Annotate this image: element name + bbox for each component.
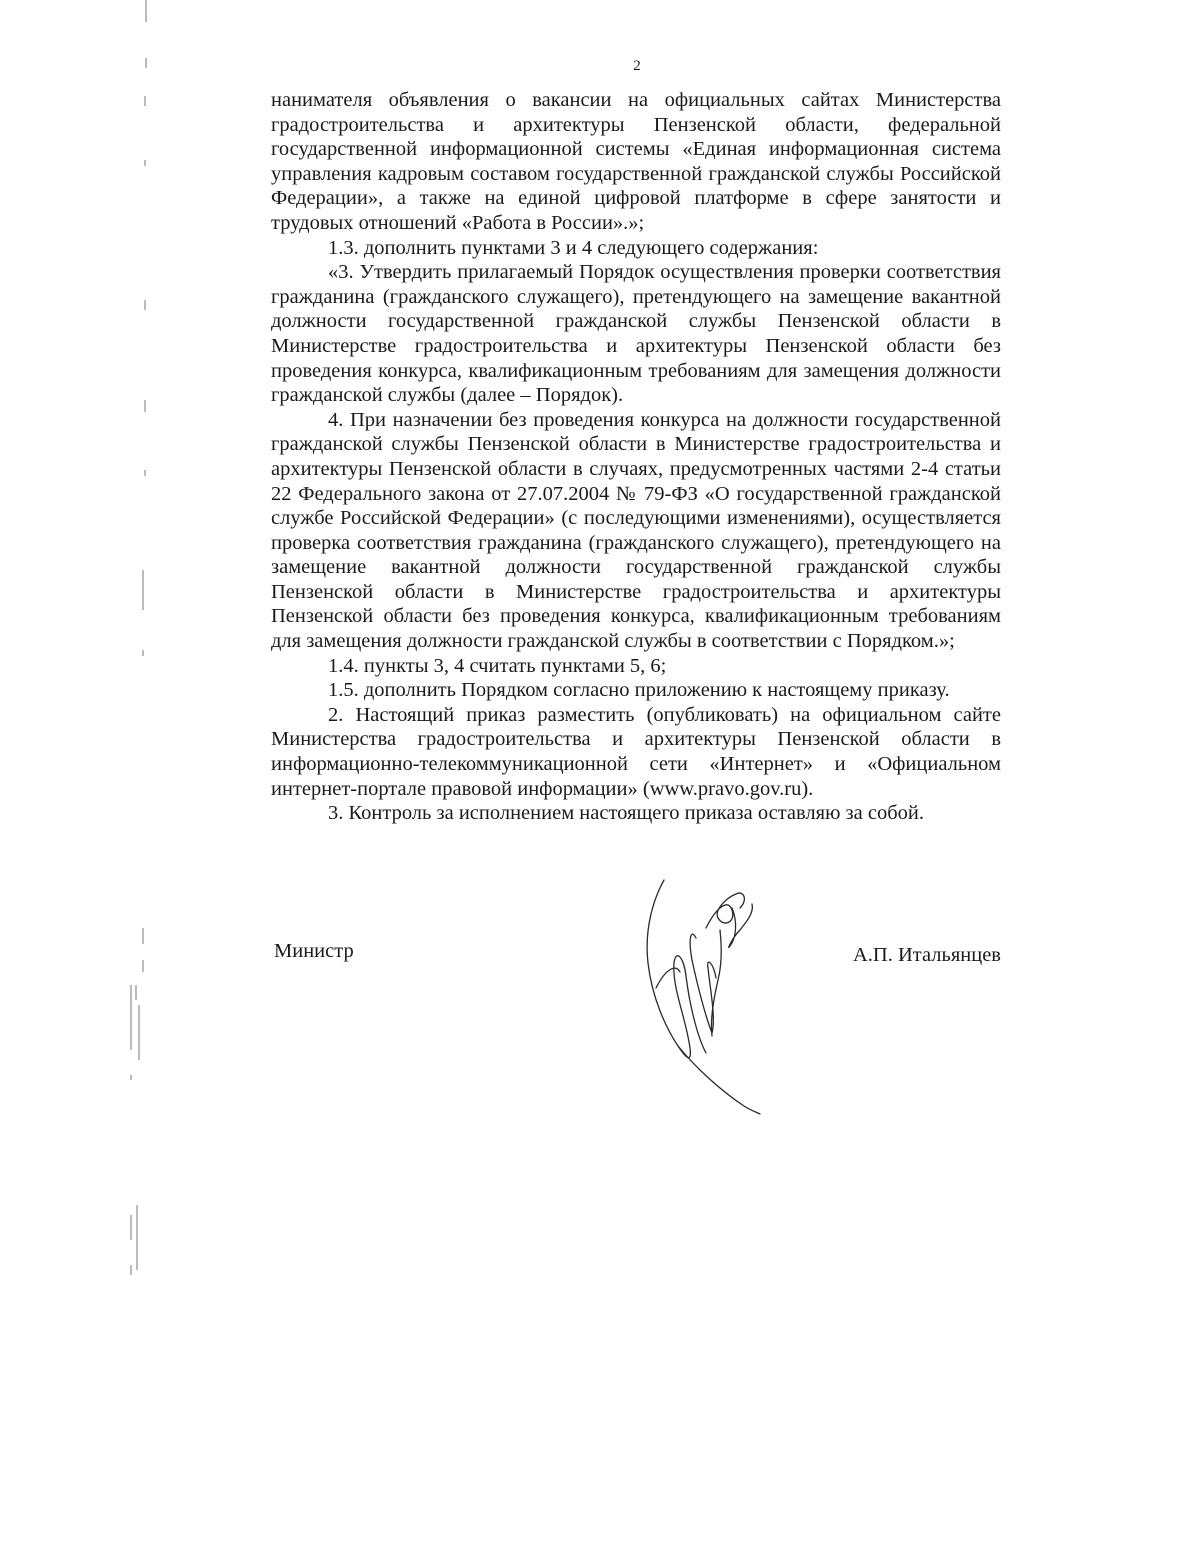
paragraph-item-1-4: 1.4. пункты 3, 4 считать пунктами 5, 6;	[328, 654, 667, 677]
document-body	[271, 88, 1001, 826]
paragraph-item-3: 3. Контроль за исполнением настоящего приказа оставляю за собой.	[328, 802, 924, 825]
paragraph-item-1-3: 1.3. дополнить пунктами 3 и 4 следующего содержания:	[328, 236, 819, 259]
paragraph-point-3: «3. Утвердить прилагаемый Порядок осуществления проверки соответствия гражданина (гражданского служащего), претендующего на замещение вакантной должности государственной гражданской службы Пензенской области в Министерстве градостроительства и архитектуры Пензенской области без проведения конкурса, квалификационным требованиям для замещения должности гражданской службы (далее – Порядок).	[271, 261, 1001, 407]
paragraph-item-1-5: 1.5. дополнить Порядком согласно приложению к настоящему приказу.	[328, 679, 950, 702]
paragraph-continuation: нанимателя объявления о вакансии на официальных сайтах Министерства градостроительства и архитектуры Пензенской области, федеральной государственной информационной системы «Единая информационная система управления кадровым составом государственной гражданской службы Российской Федерации», а также на единой цифровой платформе в сфере занятости и трудовых отношений «Работа в России».»;	[271, 89, 1001, 234]
paragraph-item-2: 2. Настоящий приказ разместить (опубликовать) на официальном сайте Министерства градостроительства и архитектуры Пензенской области в информационно-телекоммуникационной сети «Интернет» и «Официальном интернет-портале правовой информации» (www.pravo.gov.ru).	[271, 703, 1001, 800]
signatory-name: А.П. Итальянцев	[852, 944, 1001, 966]
paragraph-point-4: 4. При назначении без проведения конкурса на должности государственной гражданской службы Пензенской области в Министерстве градостроительства и архитектуры Пензенской области в случаях, предусмотренных частями 2-4 статьи 22 Федерального закона от 27.07.2004 № 79-ФЗ «О государственной гражданской службе Российской Федерации» (с последующими изменениями), осуществляется проверка соответствия гражданина (гражданского служащего), претендующего на замещение вакантной должности государственной гражданской службы Пензенской области в Министерстве градостроительства и архитектуры Пензенской области без проведения конкурса, квалификационным требованиям для замещения должности гражданской службы в соответствии с Порядком.»;	[271, 408, 1001, 653]
scan-margin-marks	[0, 0, 160, 1300]
signatory-title: Министр	[274, 940, 354, 962]
page-number: 2	[633, 58, 641, 74]
handwritten-signature	[636, 868, 766, 1118]
